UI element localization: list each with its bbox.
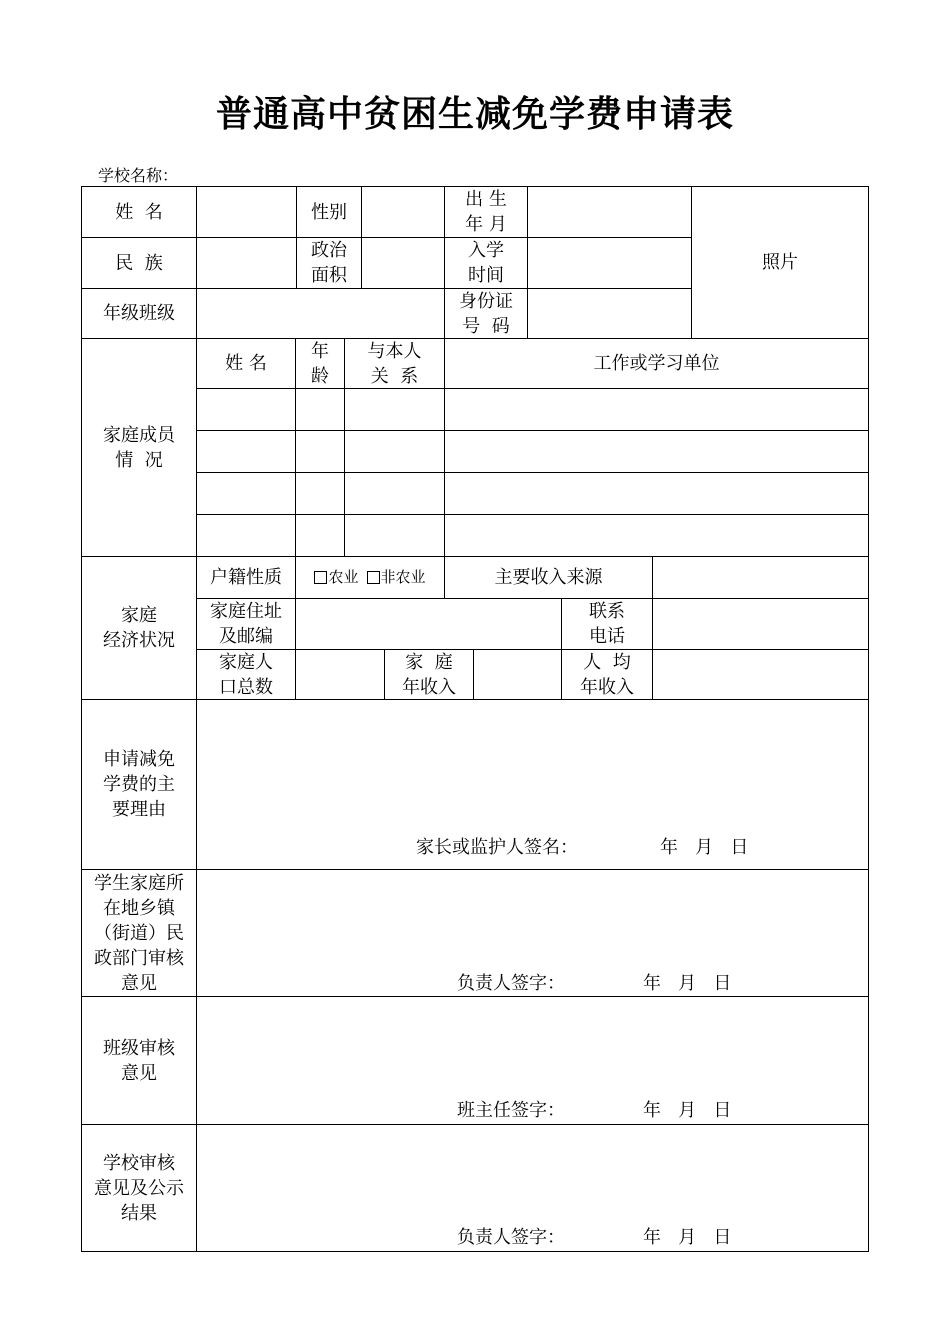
name-label: 姓 名	[115, 201, 163, 223]
political-label: 政治 面积	[311, 240, 347, 286]
annual-income-field[interactable]	[474, 650, 561, 699]
family-col-name: 姓 名	[225, 353, 267, 374]
phone-field[interactable]	[653, 599, 868, 649]
agri-option-label: 农业	[328, 568, 359, 586]
grade-class-label: 年级班级	[103, 303, 175, 324]
class-review-label: 班级审核 意见	[103, 1037, 175, 1084]
enroll-label: 入学 时间	[468, 240, 504, 286]
ethnicity-label: 民 族	[115, 252, 163, 274]
hukou-options	[296, 557, 444, 598]
form-title: 普通高中贫困生减免学费申请表	[215, 94, 734, 135]
family-row[interactable]	[197, 389, 868, 430]
enroll-field[interactable]	[528, 238, 691, 288]
photo-box[interactable]: 照片	[762, 252, 798, 273]
reason-field[interactable]	[197, 700, 868, 825]
income-source-label: 主要收入来源	[494, 567, 603, 588]
family-row[interactable]	[197, 473, 868, 514]
address-field[interactable]	[296, 599, 561, 649]
civil-signature-date: 年 月 日	[643, 973, 732, 994]
ethnicity-field[interactable]	[197, 238, 296, 288]
family-col-age: 年 龄	[311, 340, 329, 387]
school-review-field[interactable]	[197, 1125, 868, 1215]
civil-review-label: 学生家庭所 在地乡镇 （街道）民 政部门审核 意见	[94, 872, 184, 994]
school-name-label: 学校名称：	[98, 166, 179, 185]
name-field[interactable]	[197, 187, 296, 237]
class-review-field[interactable]	[197, 997, 868, 1087]
family-row[interactable]	[197, 431, 868, 472]
family-row[interactable]	[197, 515, 868, 556]
income-source-field[interactable]	[653, 557, 868, 598]
gender-label: 性别	[311, 201, 347, 223]
birth-field[interactable]	[528, 187, 691, 237]
hukou-label: 户籍性质	[210, 567, 282, 588]
civil-review-field[interactable]	[197, 870, 868, 960]
population-field[interactable]	[296, 650, 384, 699]
id-number-label: 身份证 号 码	[459, 290, 513, 337]
annual-income-label: 家 庭 年收入	[402, 651, 456, 698]
per-capita-income-field[interactable]	[653, 650, 868, 699]
political-field[interactable]	[362, 238, 444, 288]
phone-label: 联系 电话	[589, 601, 625, 647]
school-name-field[interactable]	[178, 160, 578, 184]
address-label: 家庭住址 及邮编	[210, 601, 282, 647]
guardian-signature-date: 年 月 日	[660, 837, 749, 858]
family-section-label: 家庭成员 情 况	[103, 424, 175, 471]
family-col-work: 工作或学习单位	[593, 353, 720, 374]
nonagri-checkbox[interactable]	[367, 571, 380, 584]
grade-class-field[interactable]	[197, 289, 444, 338]
nonagri-option-label: 非农业	[380, 568, 426, 586]
class-signature-label: 班主任签字：	[457, 1100, 565, 1121]
agri-checkbox[interactable]	[314, 571, 327, 584]
gender-field[interactable]	[362, 187, 444, 237]
population-label: 家庭人 口总数	[219, 651, 273, 698]
birth-label: 出 生 年 月	[465, 189, 507, 235]
school-signature-date: 年 月 日	[643, 1227, 732, 1248]
id-number-field[interactable]	[528, 289, 691, 338]
reason-label: 申请减免 学费的主 要理由	[103, 749, 175, 820]
class-signature-date: 年 月 日	[643, 1100, 732, 1121]
guardian-signature-label: 家长或监护人签名：	[416, 837, 578, 858]
family-col-relation: 与本人 关 系	[367, 340, 422, 387]
civil-signature-label: 负责人签字：	[457, 973, 565, 994]
school-signature-label: 负责人签字：	[457, 1227, 565, 1248]
economy-section-label: 家庭 经济状况	[103, 605, 175, 651]
school-review-label: 学校审核 意见及公示 结果	[94, 1152, 184, 1224]
per-capita-income-label: 人 均 年收入	[580, 651, 634, 698]
